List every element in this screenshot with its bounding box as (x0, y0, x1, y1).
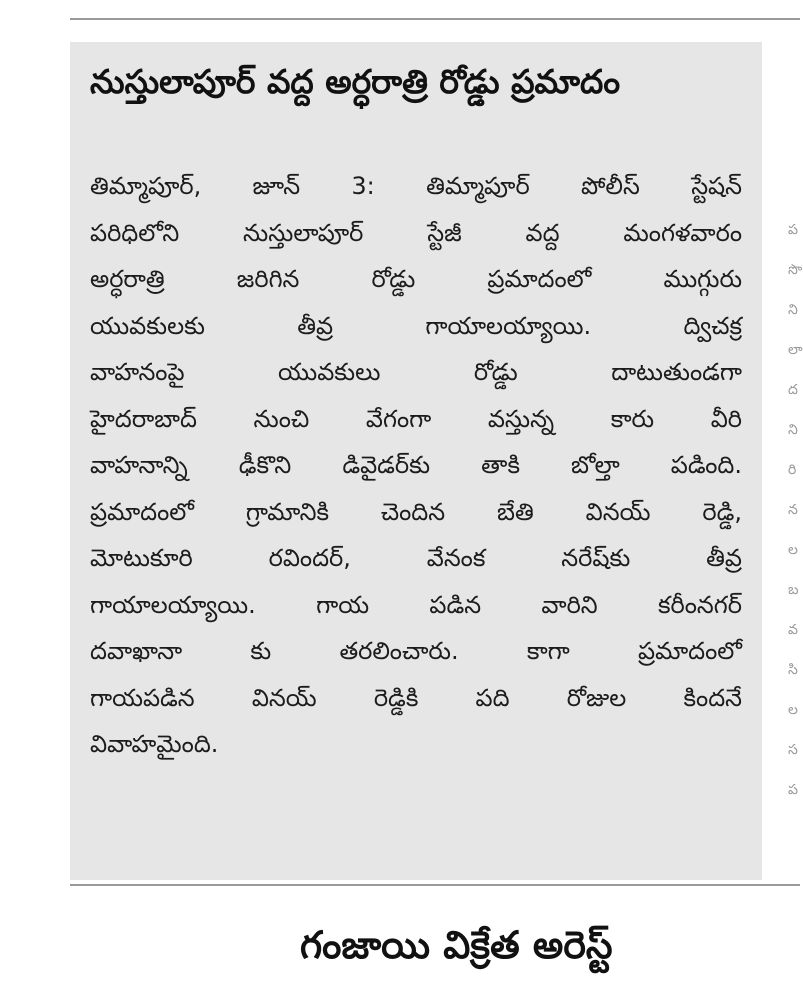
adjacent-column-fragments (788, 210, 803, 830)
adjacent-column-glyph: బ (788, 582, 799, 598)
next-article-headline: గంజాయి విక్రేత అరెస్ట్ (300, 923, 613, 967)
top-divider (70, 18, 800, 20)
adjacent-column-glyph: స (788, 742, 798, 758)
article-body-line: అర్ధరాత్రి జరిగిన రోడ్డు ప్రమాదంలో ముగ్గురు (90, 265, 742, 293)
bottom-divider (70, 884, 800, 886)
adjacent-column-glyph: ద (788, 382, 798, 398)
article-body-line: యువకులకు తీవ్ర గాయాలయ్యాయి. ద్విచక్ర (90, 311, 742, 340)
adjacent-column-glyph: ల (788, 702, 798, 718)
adjacent-column-glyph: సి (788, 662, 798, 678)
article-body-line: వాహనాన్ని ఢీకొని డివైడర్‌కు తాకి బోల్తా పడింది. (90, 451, 742, 479)
article-body-line: తిమ్మాపూర్, జూన్ 3: తిమ్మాపూర్ పోలీస్ స్టేషన్ (90, 172, 742, 200)
article-body-line: గాయాలయ్యాయి. గాయ పడిన వారిని కరీంనగర్ (90, 590, 742, 619)
article-body-line: ప్రమాదంలో గ్రామానికి చెందిన బేతి వినయ్ రెడ్డి, (90, 497, 742, 526)
adjacent-column-glyph: ని (788, 422, 798, 438)
article-body-line: పరిధిలోని నుస్తులాపూర్ స్టేజీ వద్ద మంగళవారం (90, 218, 742, 247)
adjacent-column-glyph: రి (788, 462, 797, 478)
adjacent-column-glyph: లా (788, 342, 803, 358)
article-body-line: వివాహమైంది. (90, 730, 219, 758)
article-body-line: దవాఖానా కు తరలించారు. కాగా ప్రమాదంలో (90, 637, 742, 665)
article-body-line: గాయపడిన వినయ్ రెడ్డికి పది రోజుల కిందనే (90, 683, 742, 712)
adjacent-column-glyph: ప (788, 782, 798, 798)
adjacent-column-glyph: సొ (788, 262, 803, 278)
adjacent-column-glyph: ల (788, 542, 798, 558)
article-body-line: హైదరాబాద్ నుంచి వేగంగా వస్తున్న కారు వీరి (90, 404, 742, 433)
article-body (90, 163, 742, 768)
article-headline: నుస్తులాపూర్ వద్ద అర్ధరాత్రి రోడ్డు ప్రమాదం (90, 62, 621, 101)
adjacent-column-glyph: ప (788, 222, 798, 238)
adjacent-column-glyph: వ (788, 622, 798, 638)
article-body-line: వాహనంపై యువకులు రోడ్డు దాటుతుండగా (90, 358, 742, 386)
adjacent-column-glyph: ని (788, 302, 798, 318)
adjacent-column-glyph: న (788, 502, 798, 518)
article-body-line: మోటుకూరి రవిందర్, వేనంక నరేష్‌కు తీవ్ర (90, 544, 742, 572)
